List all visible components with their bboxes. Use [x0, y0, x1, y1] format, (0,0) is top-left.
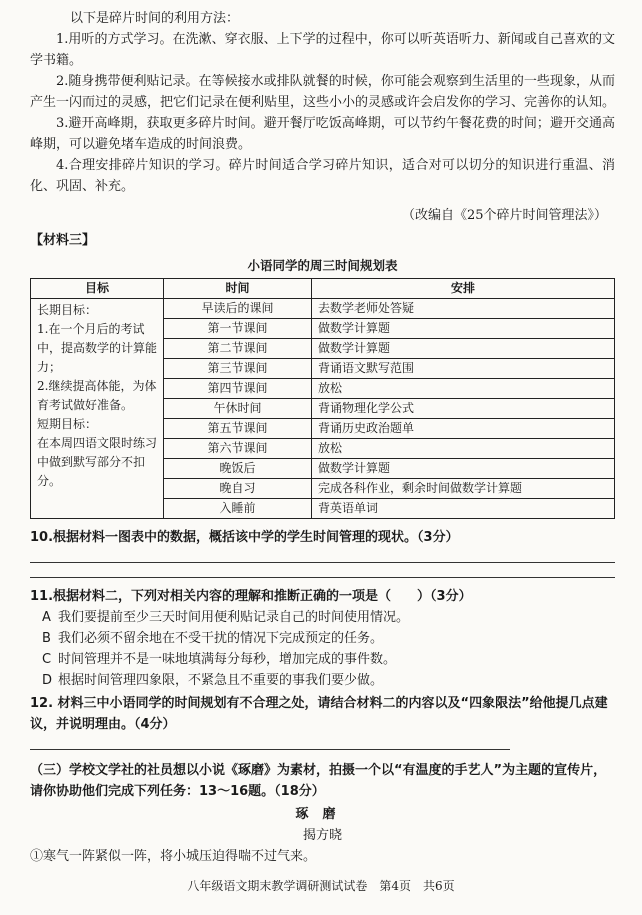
story-title: 琢磨	[295, 807, 350, 822]
schedule-table-title: 小语同学的周三时间规划表	[247, 258, 398, 273]
time-cell: 午休时间	[164, 399, 312, 419]
method-item: 3.避开高峰期，获取更多碎片时间。避开餐厅吃饭高峰期，可以节约午餐花费的时间；避开交通高峰期，可以避免堵车造成的时间浪费。	[30, 116, 615, 152]
material3-heading: 【材料三】	[30, 233, 96, 248]
table-row	[31, 299, 615, 319]
time-cell: 第二节课间	[164, 339, 312, 359]
plan-cell: 做数学计算题	[312, 459, 615, 479]
table-header-row	[31, 279, 615, 299]
option-c[interactable]	[30, 649, 615, 670]
goal-line: 1.在一个月后的考试中，提高数学的计算能力；	[37, 322, 158, 374]
option-text: 我们要提前至少三天时间用便利贴记录自己的时间使用情况。	[58, 610, 410, 625]
goal-line: 在本周四语文限时练习中做到默写部分不扣分。	[37, 436, 158, 488]
plan-cell: 背诵语文默写范围	[312, 359, 615, 379]
option-letter: C	[42, 652, 52, 667]
header-plan: 安排	[312, 279, 615, 299]
time-cell: 第四节课间	[164, 379, 312, 399]
option-text: 根据时间管理四象限，不紧急且不重要的事我们要少做。	[58, 673, 384, 688]
plan-cell: 放松	[312, 439, 615, 459]
plan-cell: 背诵历史政治题单	[312, 419, 615, 439]
story-paragraph: ①寒气一阵紧似一阵，将小城压迫得喘不过气来。	[30, 849, 317, 864]
goal-line: 长期目标：	[37, 303, 98, 317]
plan-cell: 完成各科作业，剩余时间做数学计算题	[312, 479, 615, 499]
answer-line[interactable]	[30, 548, 615, 563]
page-footer: 八年级语文期末教学调研测试试卷 第4页 共6页	[187, 879, 455, 893]
method-item: 1.用听的方式学习。在洗漱、穿衣服、上下学的过程中，你可以听英语听力、新闻或自己喜欢的文学书籍。	[30, 32, 615, 68]
plan-cell: 去数学老师处答疑	[312, 299, 615, 319]
method-item: 4.合理安排碎片知识的学习。碎片时间适合学习碎片知识，适合对可以切分的知识进行重温、消化、巩固、补充。	[30, 158, 615, 194]
answer-line[interactable]	[30, 735, 510, 750]
plan-cell: 放松	[312, 379, 615, 399]
header-goal: 目标	[31, 279, 164, 299]
section-3-intro: （三）学校文学社的社员想以小说《琢磨》为素材，拍摄一个以“有温度的手艺人”为主题的宣传片，请你协助他们完成下列任务：13～16题。（18分）	[30, 763, 607, 799]
time-cell: 第三节课间	[164, 359, 312, 379]
story-author: 揭方晓	[302, 828, 342, 843]
question-11: 11.根据材料二，下列对相关内容的理解和推断正确的一项是（ ）（3分）	[30, 589, 472, 604]
option-d[interactable]	[30, 670, 615, 691]
option-b[interactable]	[30, 628, 615, 649]
schedule-table	[30, 278, 615, 519]
option-text: 时间管理并不是一味地填满每分每秒，增加完成的事件数。	[58, 652, 397, 667]
time-cell: 晚自习	[164, 479, 312, 499]
plan-cell: 背诵物理化学公式	[312, 399, 615, 419]
question-12: 12. 材料三中小语同学的时间规划有不合理之处，请结合材料二的内容以及“四象限法”给他提几点建议，并说明理由。（4分）	[30, 696, 608, 732]
time-cell: 早读后的课间	[164, 299, 312, 319]
goal-line: 2.继续提高体能，为体育考试做好准备。	[37, 379, 157, 412]
plan-cell: 做数学计算题	[312, 319, 615, 339]
option-letter: B	[42, 631, 51, 646]
time-cell: 第一节课间	[164, 319, 312, 339]
time-cell: 第五节课间	[164, 419, 312, 439]
material2-intro: 以下是碎片时间的利用方法：	[70, 11, 240, 26]
option-letter: A	[42, 610, 51, 625]
plan-cell: 做数学计算题	[312, 339, 615, 359]
time-cell: 入睡前	[164, 499, 312, 519]
plan-cell: 背英语单词	[312, 499, 615, 519]
goal-line: 短期目标：	[37, 417, 98, 431]
option-text: 我们必须不留余地在不受干扰的情况下完成预定的任务。	[58, 631, 384, 646]
option-letter: D	[42, 673, 53, 688]
header-time: 时间	[164, 279, 312, 299]
option-a[interactable]	[30, 607, 615, 628]
method-item: 2.随身携带便利贴记录。在等候接水或排队就餐的时候，你可能会观察到生活里的一些现象，从而产生一闪而过的灵感，把它们记录在便利贴里，这些小小的灵感或许会启发你的学习、完善你的认知。	[30, 74, 616, 110]
exam-page	[30, 8, 615, 867]
goals-cell	[31, 299, 164, 519]
question-10: 10.根据材料一图表中的数据，概括该中学的学生时间管理的现状。（3分）	[30, 530, 459, 545]
time-cell: 晚饭后	[164, 459, 312, 479]
material2-source: （改编自《25个碎片时间管理法》）	[401, 208, 607, 223]
time-cell: 第六节课间	[164, 439, 312, 459]
answer-line[interactable]	[30, 563, 615, 578]
